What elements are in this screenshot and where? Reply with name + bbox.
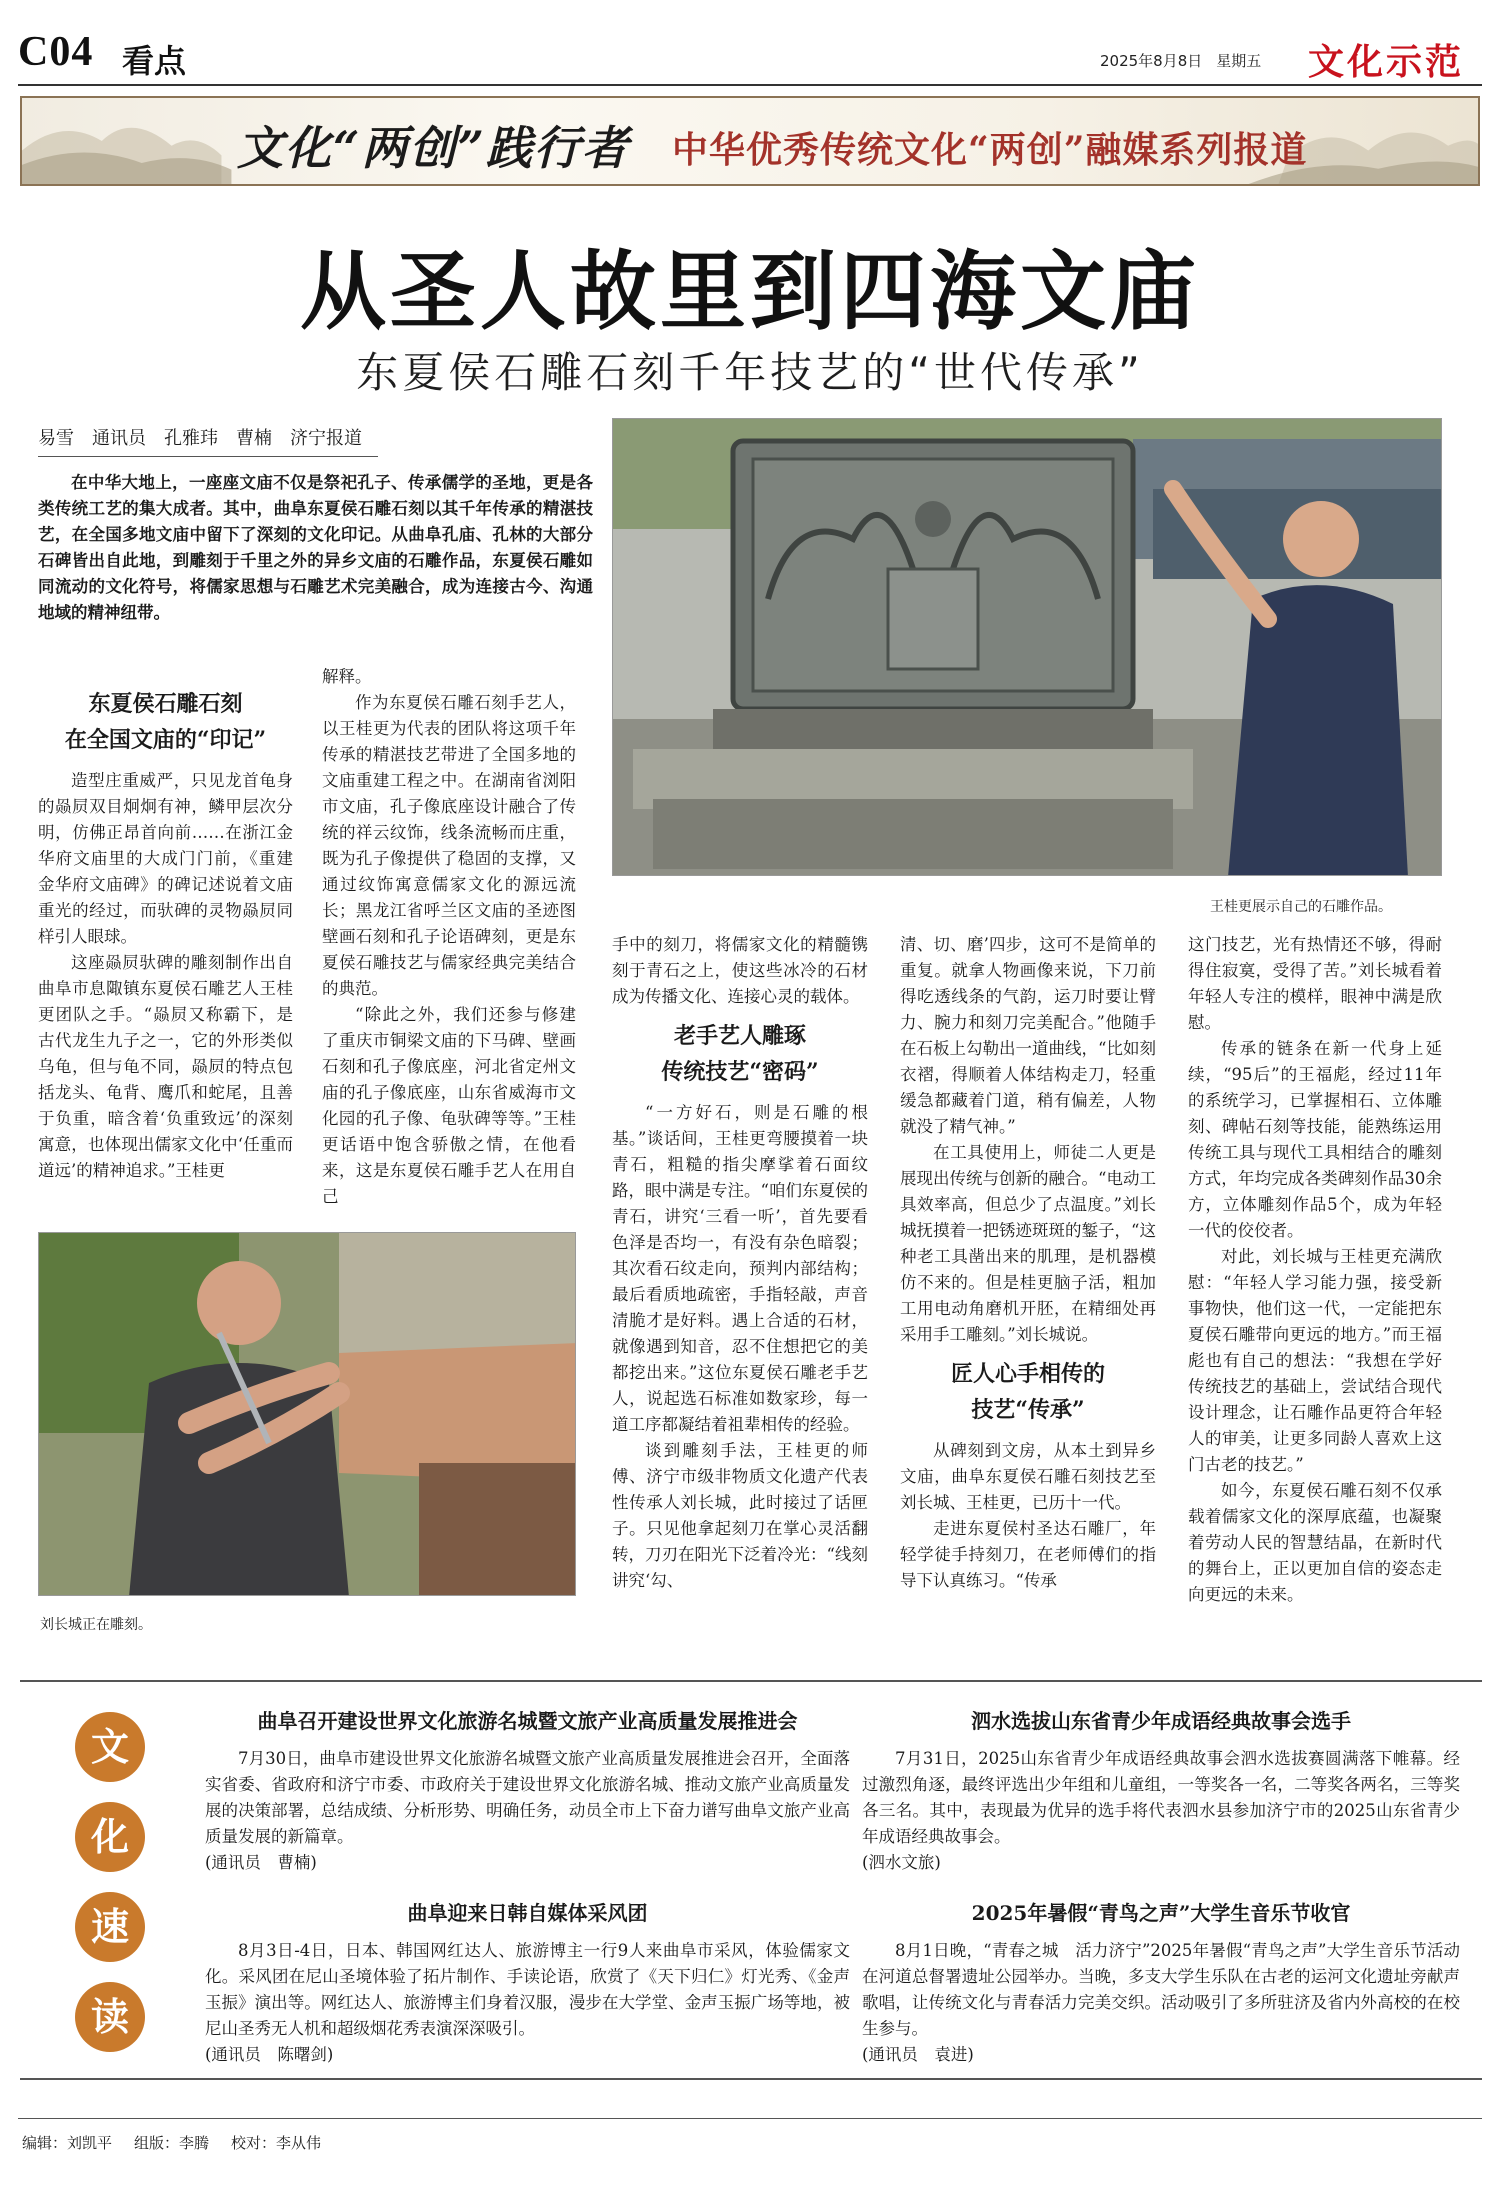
proof-credit: 校对：李从伟 <box>231 2134 322 2152</box>
body-paragraph: 造型庄重威严，只见龙首龟身的赑屃双目炯炯有神，鳞甲层次分明，仿佛正昂首向前……在浙江金华府文庙里的大成门门前，《重建金华府文庙碑》的碑记述说着文庙重光的经过，而驮碑的灵物赑屃同样引人眼球。 <box>38 771 293 946</box>
weekday: 星期五 <box>1216 52 1262 70</box>
article-column-2 <box>322 664 576 1210</box>
lead-paragraph: 在中华大地上，一座座文庙不仅是祭祀孔子、传承儒学的圣地，更是各类传统工艺的集大成者。其中，曲阜东夏侯石雕石刻以其千年传承的精湛技艺，在全国多地文庙中留下了深刻的文化印记。从曲阜孔庙、孔林的大部分石碑皆出自此地，到雕刻于千里之外的异乡文庙的石雕作品，东夏侯石雕如同流动的文化符号，将儒家思想与石雕艺术完美融合，成为连接古今、沟通地域的精神纽带。 <box>38 473 593 622</box>
byline: 易雪 通讯员 孔雅玮 曹楠 济宁报道 <box>38 424 378 457</box>
body-paragraph: 谈到雕刻手法，王桂更的师傅、济宁市级非物质文化遗产代表性传承人刘长城，此时接过了话匣子。只见他拿起刻刀在掌心灵活翻转，刀刃在阳光下泛着冷光：“线刻讲究‘勾、 <box>612 1441 868 1590</box>
brief-badge-char: 文 <box>75 1712 145 1782</box>
news-title: 曲阜迎来日韩自媒体采风团 <box>407 1901 648 1925</box>
news-source: (通讯员 陈曙剑) <box>205 2045 334 2064</box>
body-paragraph: 走进东夏侯村圣达石雕厂，年轻学徒手持刻刀，在老师傅们的指导下认真练习。“传承 <box>900 1519 1156 1590</box>
body-paragraph: 手中的刻刀，将儒家文化的精髓镌刻于青石之上，使这些冰冷的石材成为传播文化、连接心灵的载体。 <box>612 935 868 1006</box>
layout-credit: 组版：李腾 <box>134 2134 210 2152</box>
body-paragraph: 如今，东夏侯石雕石刻不仅承载着儒家文化的深厚底蕴，也凝聚着劳动人民的智慧结晶，在新时代的舞台上，正以更加自信的姿态走向更远的未来。 <box>1188 1481 1442 1604</box>
dateline <box>1100 50 1275 71</box>
body-paragraph: “除此之外，我们还参与修建了重庆市铜梁文庙的下马碑、壁画石刻和孔子像底座，河北省定州文庙的孔子像底座，山东省威海市文化园的孔子像、龟驮碑等等。”王桂更话语中饱含骄傲之情，在他看来，这是东夏侯石雕手艺人在用自己 <box>322 1005 576 1206</box>
series-banner <box>20 96 1480 186</box>
body-paragraph: 从碑刻到文房，从本土到异乡文庙，曲阜东夏侯石雕石刻技艺至刘长城、王桂更，已历十一代。 <box>900 1441 1156 1512</box>
brand-logo: 文化示范 <box>1307 41 1464 83</box>
section1-title-line2: 在全国文庙的“印记” <box>64 727 267 753</box>
news-title: 泗水选拔山东省青少年成语经典故事会选手 <box>971 1709 1351 1733</box>
news-source: (通讯员 袁进) <box>862 2045 974 2064</box>
section2-title-line1: 老手艺人雕琢 <box>673 1023 806 1049</box>
news-body: 7月30日，曲阜市建设世界文化旅游名城暨文旅产业高质量发展推进会召开，全面落实省委、省政府和济宁市委、市政府关于建设世界文化旅游名城、推动文旅产业高质量发展的决策部署，总结成绩、分析形势、明确任务，动员全市上下奋力谱写曲阜文旅产业高质量发展的新篇章。 <box>205 1749 850 1846</box>
news-body: 8月3日-4日，日本、韩国网红达人、旅游博主一行9人来曲阜市采风，体验儒家文化。采风团在尼山圣境体验了拓片制作、手读论语，欣赏了《天下归仁》灯光秀、《金声玉振》演出等。网红达人、旅游博主们身着汉服，漫步在大学堂、金声玉振广场等地，被尼山圣秀无人机和超级烟花秀表演深深吸引。 <box>205 1941 850 2038</box>
footer-rule <box>18 2118 1482 2119</box>
body-paragraph: 这座赑屃驮碑的雕刻制作出自曲阜市息陬镇东夏侯石雕艺人王桂更团队之手。“赑屃又称霸下，是古代龙生九子之一，它的外形类似乌龟，但与龟不同，赑屃的特点包括龙头、龟背、鹰爪和蛇尾，且善于负重，暗含着‘负重致远’的深刻寓意，也体现出儒家文化中‘任重而道远’的精神追求。”王桂更 <box>38 953 293 1180</box>
article-column-5 <box>1188 932 1442 1608</box>
section1-title-line1: 东夏侯石雕石刻 <box>88 691 243 717</box>
news-body: 7月31日，2025山东省青少年成语经典故事会泗水选拔赛圆满落下帷幕。经过激烈角逐，最终评选出少年组和儿童组，一等奖各一名，二等奖各两名，三等奖各三名。其中，表现最为优异的选手将代表泗水县参加济宁市的2025山东省青少年成语经典故事会。 <box>862 1749 1460 1846</box>
section-name: 看点 <box>122 42 187 80</box>
section3-title <box>900 1356 1156 1428</box>
body-paragraph: 在工具使用上，师徒二人更是展现出传统与创新的融合。“电动工具效率高，但总少了点温度。”刘长城抚摸着一把锈迹斑斑的錾子，“这种老工具凿出来的肌理，是机器模仿不来的。但是桂更脑子活，粗加工用电动角磨机开胚，在精细处再采用手工雕刻。”刘长城说。 <box>900 1143 1156 1344</box>
section2-title-line2: 传统技艺“密码” <box>661 1059 819 1085</box>
section1-title <box>38 686 293 758</box>
news-item <box>205 1900 850 2068</box>
editorial-credits <box>22 2132 343 2153</box>
news-title: 曲阜召开建设世界文化旅游名城暨文旅产业高质量发展推进会 <box>257 1709 798 1733</box>
subheadline: 东夏侯石雕石刻千年技艺的“世代传承” <box>356 348 1144 397</box>
photo1-caption: 王桂更展示自己的石雕作品。 <box>1210 899 1392 915</box>
headline: 从圣人故里到四海文庙 <box>300 241 1200 342</box>
page-number: C04 <box>18 29 94 75</box>
section3-title-line1: 匠人心手相传的 <box>950 1361 1105 1387</box>
body-paragraph: “一方好石，则是石雕的根基。”谈话间，王桂更弯腰摸着一块青石，粗糙的指尖摩挲着石面纹路，眼中满是专注。“咱们东夏侯的青石，讲究‘三看一听’，首先要看色泽是否均一，有没有杂色暗裂；其次看石纹走向，预判内部结构；最后看质地疏密，手指轻敲，声音清脆才是好料。遇上合适的石材，就像遇到知音，忍不住想把它的美都挖出来。”这位东夏侯石雕老手艺人，说起选石标准如数家珍，每一道工序都凝结着祖辈相传的经验。 <box>612 1103 868 1434</box>
article-column-3 <box>612 932 868 1594</box>
body-paragraph: 对此，刘长城与王桂更充满欣慰：“年轻人学习能力强，接受新事物快，他们这一代，一定能把东夏侯石雕带向更远的地方。”而王福彪也有自己的想法：“我想在学好传统技艺的基础上，尝试结合现代设计理念，让石雕作品更符合年轻人的审美，让更多同龄人喜欢上这门古老的技艺。” <box>1188 1247 1442 1474</box>
body-paragraph: 这门技艺，光有热情还不够，得耐得住寂寞，受得了苦。”刘长城看着年轻人专注的模样，眼神中满是欣慰。 <box>1188 935 1442 1032</box>
photo-carving-master <box>38 1232 576 1596</box>
editor-credit: 编辑：刘凯平 <box>22 2134 113 2152</box>
brief-badge-char: 化 <box>75 1802 145 1872</box>
carving-master-photo-icon <box>39 1233 576 1596</box>
photo-stone-carving <box>612 418 1442 876</box>
banner-series-title: 中华优秀传统文化“两创”融媒系列报道 <box>672 129 1308 171</box>
news-body: 8月1日晚，“青春之城 活力济宁”2025年暑假“青鸟之声”大学生音乐节活动在河道总督署遗址公园举办。当晚，多支大学生乐队在古老的运河文化遗址旁献声歌唱，让传统文化与青春活力完美交织。活动吸引了多所驻济及省内外高校的在校生参与。 <box>862 1941 1460 2038</box>
stone-carving-photo-icon <box>613 419 1442 876</box>
news-item <box>862 1900 1460 2068</box>
masthead-rule <box>18 84 1482 86</box>
news-source: (通讯员 曹楠) <box>205 1853 317 1872</box>
body-paragraph: 作为东夏侯石雕石刻手艺人，以王桂更为代表的团队将这项千年传承的精湛技艺带进了全国多地的文庙重建工程之中。在湖南省浏阳市文庙，孔子像底座设计融合了传统的祥云纹饰，线条流畅而庄重，既为孔子像提供了稳固的支撑，又通过纹饰寓意儒家文化的源远流长；黑龙江省呼兰区文庙的圣迹图壁画石刻和孔子论语碑刻，更是东夏侯石雕技艺与儒家经典完美结合的典范。 <box>322 693 576 998</box>
brief-badge-char: 读 <box>75 1982 145 2052</box>
date: 2025年8月8日 <box>1100 52 1203 70</box>
news-title: 2025年暑假“青鸟之声”大学生音乐节收官 <box>971 1901 1351 1925</box>
photo2-caption: 刘长城正在雕刻。 <box>40 1617 152 1633</box>
brief-badge-char: 速 <box>75 1892 145 1962</box>
body-paragraph: 清、切、磨’四步，这可不是简单的重复。就拿人物画像来说，下刀前得吃透线条的气韵，运刀时要让臂力、腕力和刻刀完美配合。”他随手在石板上勾勒出一道曲线，“比如刻衣褶，得顺着人体结构走刀，轻重缓急都藏着门道，稍有偏差，人物就没了精气神。” <box>900 935 1156 1136</box>
masthead <box>18 22 1482 83</box>
banner-slogan: 文化“两创”践行者 <box>237 121 630 175</box>
article-column-4 <box>900 932 1156 1594</box>
body-paragraph: 传承的链条在新一代身上延续，“95后”的王福彪，经过11年的系统学习，已掌握相石、立体雕刻、碑帖石刻等技能，能熟练运用传统工具与现代工具相结合的雕刻方式，年均完成各类碑刻作品30余方，立体雕刻作品5个，成为年轻一代的佼佼者。 <box>1188 1039 1442 1240</box>
article-column-1 <box>38 678 293 1184</box>
news-source: (泗水文旅) <box>862 1853 941 1872</box>
body-paragraph: 解释。 <box>322 667 372 686</box>
section3-title-line2: 技艺“传承” <box>971 1397 1085 1423</box>
section2-title <box>612 1018 868 1090</box>
culture-briefs-box <box>20 1680 1482 2080</box>
news-item <box>862 1708 1460 1876</box>
news-item <box>205 1708 850 1876</box>
